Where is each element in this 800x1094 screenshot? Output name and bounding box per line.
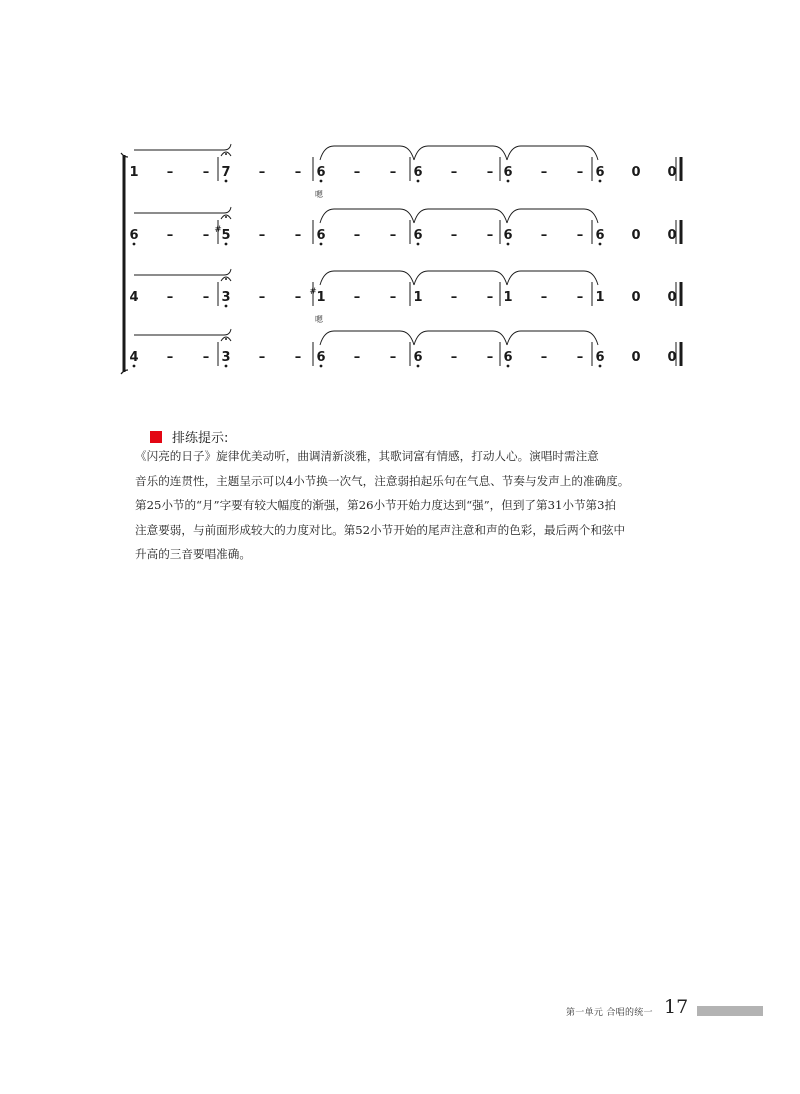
note: 6: [413, 350, 423, 365]
note: 0: [667, 165, 677, 180]
note: 1: [503, 290, 513, 305]
dash-sustain: –: [258, 228, 266, 243]
note: 1: [316, 290, 326, 305]
note: 6: [413, 165, 423, 180]
dash-sustain: –: [353, 350, 361, 365]
dash-sustain: –: [486, 228, 494, 243]
octave-dot-below: [599, 365, 602, 368]
dash-sustain: –: [450, 165, 458, 180]
text-line: 升高的三音要唱准确。: [135, 547, 251, 562]
tie: [320, 209, 414, 223]
dash-sustain: –: [202, 290, 210, 305]
octave-dot-below: [320, 243, 323, 246]
dash-sustain: –: [450, 290, 458, 305]
note: 0: [631, 350, 641, 365]
text-line: 《闪亮的日子》旋律优美动听，曲调清新淡雅，其歌词富有情感，打动人心。演唱时需注意: [135, 449, 599, 463]
note: 6: [316, 165, 326, 180]
rehearsal-text: [135, 444, 680, 567]
octave-dot-below: [599, 180, 602, 183]
dash-sustain: –: [202, 350, 210, 365]
octave-dot-below: [417, 365, 420, 368]
note: 5: [221, 228, 231, 243]
dash-sustain: –: [389, 350, 397, 365]
slur: [134, 207, 231, 213]
note: 0: [667, 350, 677, 365]
note: 6: [316, 350, 326, 365]
note: 1: [413, 290, 423, 305]
tie: [320, 271, 414, 285]
dash-sustain: –: [258, 350, 266, 365]
dash-sustain: –: [540, 350, 548, 365]
dash-sustain: –: [353, 290, 361, 305]
dash-sustain: –: [202, 165, 210, 180]
tie: [320, 331, 414, 345]
dash-sustain: –: [486, 290, 494, 305]
tie: [507, 331, 598, 345]
text-line: 第25小节的“月”字要有较大幅度的渐强，第26小节开始力度达到“强”，但到了第31小节第3拍: [135, 498, 617, 513]
tie: [414, 331, 507, 345]
fermata-dot: [225, 153, 227, 155]
octave-dot-below: [417, 180, 420, 183]
note: 7: [221, 165, 231, 180]
note: 0: [667, 290, 677, 305]
tie: [414, 209, 507, 223]
octave-dot-below: [225, 180, 228, 183]
note: 6: [503, 165, 513, 180]
octave-dot-below: [507, 365, 510, 368]
note: 1: [129, 165, 139, 180]
note: 6: [503, 350, 513, 365]
dash-sustain: –: [486, 350, 494, 365]
footer-unit-label: 第一单元 合唱的统一: [566, 1008, 653, 1018]
octave-dot-below: [417, 243, 420, 246]
slur: [134, 269, 231, 275]
octave-dot-below: [320, 180, 323, 183]
dash-sustain: –: [294, 165, 302, 180]
tie: [507, 209, 598, 223]
octave-dot-below: [507, 180, 510, 183]
lyric-syllable: 嗯: [315, 315, 323, 324]
tie: [507, 146, 598, 160]
note: 6: [503, 228, 513, 243]
note: 0: [667, 228, 677, 243]
dash-sustain: –: [576, 350, 584, 365]
note: 3: [221, 350, 231, 365]
fermata-dot: [225, 278, 227, 280]
dash-sustain: –: [294, 290, 302, 305]
tie: [507, 271, 598, 285]
dash-sustain: –: [258, 165, 266, 180]
sharp-accidental: #: [309, 287, 317, 297]
dash-sustain: –: [294, 350, 302, 365]
dash-sustain: –: [540, 228, 548, 243]
dash-sustain: –: [389, 290, 397, 305]
note: 6: [595, 165, 605, 180]
text-line: 音乐的连贯性，主题呈示可以4小节换一次气，注意弱拍起乐句在气息、节奏与发声上的准确度。: [135, 473, 630, 488]
octave-dot-below: [225, 243, 228, 246]
lyric-syllable: 嗯: [315, 190, 323, 199]
dash-sustain: –: [166, 350, 174, 365]
dash-sustain: –: [450, 350, 458, 365]
dash-sustain: –: [389, 165, 397, 180]
octave-dot-below: [225, 305, 228, 308]
dash-sustain: –: [166, 165, 174, 180]
tie: [320, 146, 414, 160]
note: 4: [129, 290, 139, 305]
dash-sustain: –: [166, 290, 174, 305]
red-square-marker: [150, 431, 162, 443]
octave-dot-below: [133, 243, 136, 246]
dash-sustain: –: [576, 228, 584, 243]
dash-sustain: –: [540, 165, 548, 180]
note: 3: [221, 290, 231, 305]
fermata-dot: [225, 216, 227, 218]
text-line: 注意要弱，与前面形成较大的力度对比。第52小节开始的尾声注意和声的色彩，最后两个和弦中: [135, 522, 626, 537]
fermata-dot: [225, 338, 227, 340]
slur: [134, 329, 231, 335]
sharp-accidental: #: [214, 225, 222, 235]
slur: [134, 144, 231, 150]
dash-sustain: –: [576, 290, 584, 305]
note: 1: [595, 290, 605, 305]
dash-sustain: –: [576, 165, 584, 180]
footer-bar: [697, 1006, 763, 1016]
note: 6: [595, 228, 605, 243]
note: 4: [129, 350, 139, 365]
note: 6: [413, 228, 423, 243]
dash-sustain: –: [166, 228, 174, 243]
dash-sustain: –: [202, 228, 210, 243]
rehearsal-hint-title: 排练提示:: [172, 431, 229, 446]
tie: [414, 146, 507, 160]
note: 0: [631, 228, 641, 243]
dash-sustain: –: [450, 228, 458, 243]
dash-sustain: –: [353, 165, 361, 180]
dash-sustain: –: [486, 165, 494, 180]
dash-sustain: –: [353, 228, 361, 243]
note: 0: [631, 290, 641, 305]
octave-dot-below: [507, 243, 510, 246]
dash-sustain: –: [540, 290, 548, 305]
octave-dot-below: [599, 243, 602, 246]
octave-dot-below: [133, 365, 136, 368]
note: 6: [595, 350, 605, 365]
page-number: 17: [664, 996, 689, 1018]
note: 6: [316, 228, 326, 243]
tie: [414, 271, 507, 285]
dash-sustain: –: [294, 228, 302, 243]
note: 6: [129, 228, 139, 243]
dash-sustain: –: [258, 290, 266, 305]
octave-dot-below: [320, 365, 323, 368]
note: 0: [631, 165, 641, 180]
octave-dot-below: [225, 365, 228, 368]
dash-sustain: –: [389, 228, 397, 243]
choral-score: [0, 0, 800, 420]
